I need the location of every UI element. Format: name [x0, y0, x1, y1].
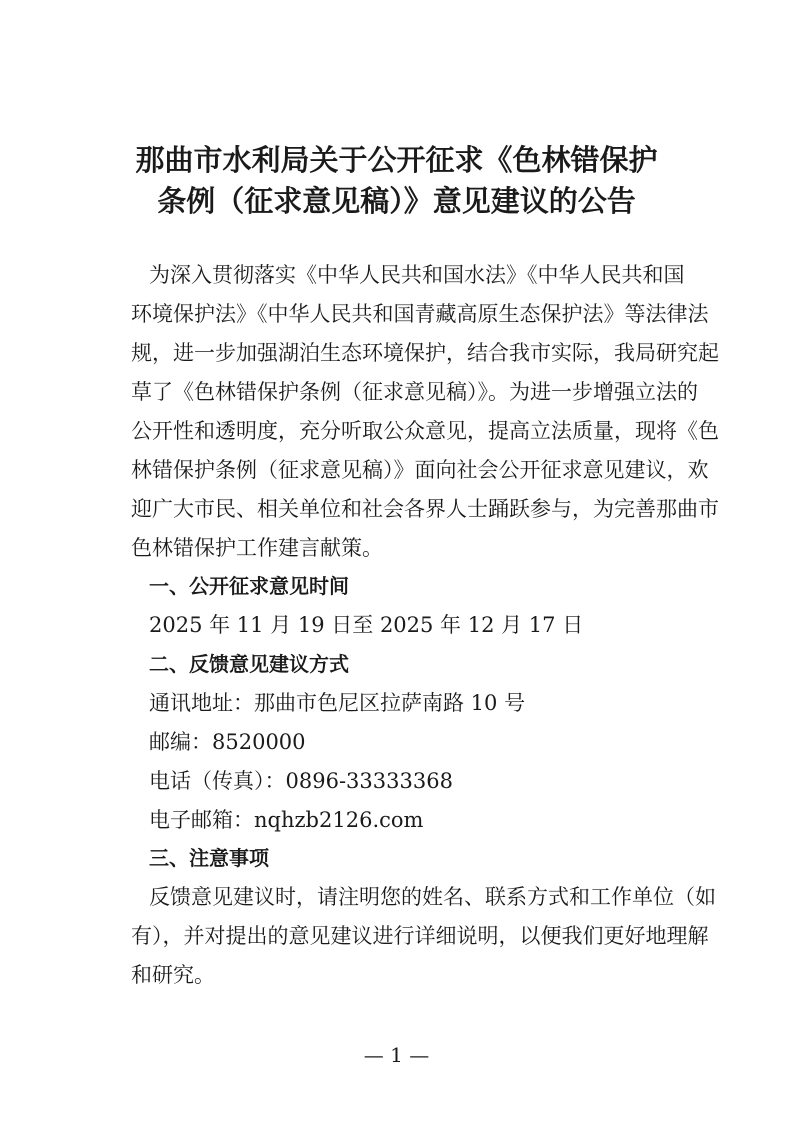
consultation-period: 2025 年 11 月 19 日至 2025 年 12 月 17 日: [149, 613, 584, 637]
page-number: — 1 —: [363, 1043, 430, 1067]
intro-paragraph-line: 环境保护法》《中华人民共和国青藏高原生态保护法》等法律法: [131, 302, 709, 326]
intro-paragraph-line: 草了《色林错保护条例（征求意见稿）》。为进一步增强立法的: [131, 380, 698, 404]
email-address: 电子邮箱：nqhzb2126.com: [149, 808, 424, 832]
intro-paragraph-line: 规，进一步加强湖泊生态环境保护，结合我市实际，我局研究起: [131, 341, 719, 365]
intro-paragraph-line: 公开性和透明度，充分听取公众意见，提高立法质量，现将《色: [131, 419, 719, 443]
mailing-address: 通讯地址：那曲市色尼区拉萨南路 10 号: [149, 691, 526, 715]
document-title-line-1: 那曲市水利局关于公开征求《色林错保护: [135, 143, 658, 177]
intro-paragraph-line: 为深入贯彻落实《中华人民共和国水法》《中华人民共和国: [149, 263, 685, 287]
postal-code: 邮编：8520000: [149, 730, 306, 754]
phone-fax: 电话（传真）：0896-33333368: [149, 769, 453, 793]
notes-paragraph-line: 反馈意见建议时，请注明您的姓名、联系方式和工作单位（如: [149, 885, 716, 909]
section-heading-time: 一、公开征求意见时间: [149, 574, 349, 598]
intro-paragraph-line: 林错保护条例（征求意见稿）》面向社会公开征求意见建议，欢: [131, 458, 709, 482]
intro-paragraph-line: 迎广大市民、相关单位和社会各界人士踊跃参与，为完善那曲市: [131, 497, 719, 521]
document-title-line-2: 条例（征求意见稿）》意见建议的公告: [157, 184, 636, 218]
section-heading-notes: 三、注意事项: [149, 846, 269, 870]
section-heading-feedback: 二、反馈意见建议方式: [149, 652, 349, 676]
notes-paragraph-line: 和研究。: [131, 963, 215, 987]
intro-paragraph-line: 色林错保护工作建言献策。: [131, 536, 383, 560]
notes-paragraph-line: 有），并对提出的意见建议进行详细说明，以便我们更好地理解: [131, 924, 709, 948]
